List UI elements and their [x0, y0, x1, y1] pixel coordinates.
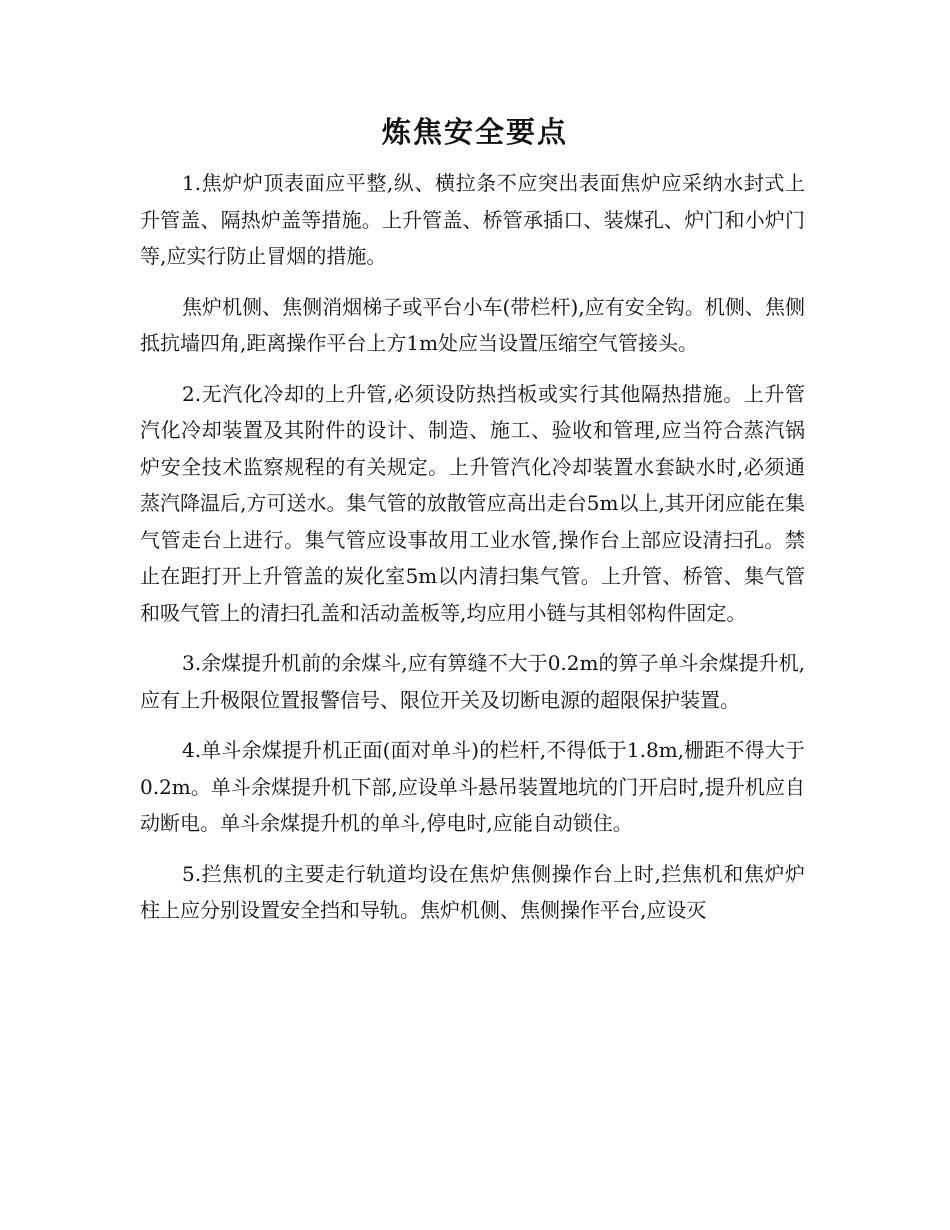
paragraph-1: 1.焦炉炉顶表面应平整,纵、横拉条不应突出表面焦炉应采纳水封式上升管盖、隔热炉盖等措施。上升管盖、桥管承插口、装煤孔、炉门和小炉门等,应实行防止冒烟的措施。 [140, 171, 805, 268]
paragraph-4: 3.余煤提升机前的余煤斗,应有箅缝不大于0.2m的箅子单斗余煤提升机,应有上升极限位置报警信号、限位开关及切断电源的超限保护装置。 [140, 651, 805, 712]
paragraph-6: 5.拦焦机的主要走行轨道均设在焦炉焦侧操作台上时,拦焦机和焦炉炉柱上应分别设置安全挡和导轨。焦炉机侧、焦侧操作平台,应设灭 [140, 861, 805, 922]
paragraph-3: 2.无汽化冷却的上升管,必须设防热挡板或实行其他隔热措施。上升管汽化冷却装置及其附件的设计、制造、施工、验收和管理,应当符合蒸汽锅炉安全技术监察规程的有关规定。上升管汽化冷却装置水套缺水时,必须通蒸汽降温后,方可送水。集气管的放散管应高出走台5m以上,其开闭应能在集气管走台上进行。集气管应设事故用工业水管,操作台上部应设清扫孔。禁止在距打开上升管盖的炭化室5m以内清扫集气管。上升管、桥管、集气管和吸气管上的清扫孔盖和活动盖板等,均应用小链与其相邻构件固定。 [140, 381, 805, 625]
paragraph-2: 焦炉机侧、焦侧消烟梯子或平台小车(带栏杆),应有安全钩。机侧、焦侧抵抗墙四角,距离操作平台上方1m处应当设置压缩空气管接头。 [140, 294, 805, 355]
paragraph-5: 4.单斗余煤提升机正面(面对单斗)的栏杆,不得低于1.8m,栅距不得大于0.2m。单斗余煤提升机下部,应设单斗悬吊装置地坑的门开启时,提升机应自动断电。单斗余煤提升机的单斗,停电时,应能自动锁住。 [140, 738, 805, 835]
document-body [140, 165, 805, 943]
page-title: 炼焦安全要点 [381, 115, 568, 149]
